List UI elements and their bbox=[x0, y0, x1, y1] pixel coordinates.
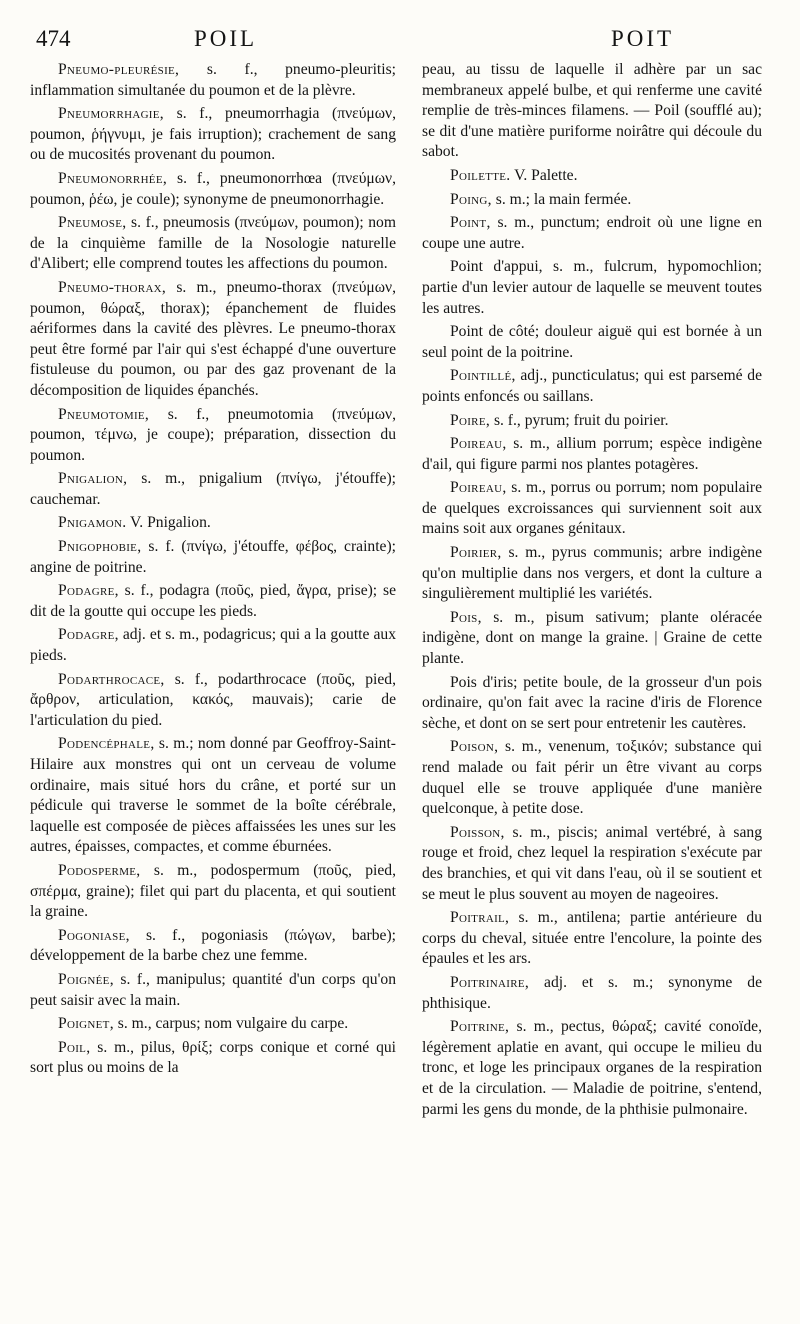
entry-headword: Pneumonorrhée, bbox=[58, 169, 168, 187]
dictionary-entry bbox=[30, 625, 396, 666]
entry-headword: Podagre, bbox=[58, 582, 119, 600]
entry-definition: s. m., piscis; animal vertébré, à sang rouge et froid, chez lequel la respiration s'exécute par des branchies, et qui vit dans l'eau, où il se soutient et se meut le plus souvent au moyen de nageoires. bbox=[422, 823, 762, 903]
entry-definition: s. m., punctum; endroit où une ligne en coupe une autre. bbox=[422, 214, 762, 252]
entry-headword: Poilette. bbox=[450, 166, 511, 184]
entry-headword: Pnigamon. bbox=[58, 514, 127, 532]
dictionary-entry bbox=[30, 1014, 396, 1035]
entry-headword: Pointillé, bbox=[450, 367, 516, 385]
dictionary-entry bbox=[422, 478, 762, 540]
entry-headword: Poignet, bbox=[58, 1015, 114, 1033]
entry-headword: Podarthrocace, bbox=[58, 670, 165, 688]
entry-definition: s. m.; la main fermée. bbox=[491, 190, 632, 208]
page-number: 474 bbox=[36, 26, 71, 51]
dictionary-entry bbox=[30, 513, 396, 534]
entry-definition: s. f., pneumonorrhœa (πνεύμων, poumon, ῥέω, je coule); synonyme de pneumonorrhagie. bbox=[30, 169, 396, 208]
dictionary-entry bbox=[30, 670, 396, 732]
entry-headword: Poignée, bbox=[58, 970, 114, 988]
entry-definition: s. f., podagra (ποῦς, pied, ἄγρα, prise); se dit de la goutte qui occupe les pieds. bbox=[30, 582, 396, 620]
entry-headword: Poitrail, bbox=[450, 909, 510, 927]
entry-definition: s. f., pneumo-pleuritis; inflammation simultanée du poumon et de la plèvre. bbox=[30, 61, 396, 99]
entry-headword: Poing, bbox=[450, 190, 492, 208]
entry-definition: s. f., podarthrocace (ποῦς, pied, ἄρθρον, articulation, κακός, mauvais); carie de l'articulation du pied. bbox=[30, 670, 396, 729]
entry-definition: s. m.; nom donné par Geoffroy-Saint-Hilaire aux monstres qui ont un cerveau de volume ordinaire, mais situé hors du crâne, et porté sur un pédicule qui traverse le sommet de la boîte cérébrale, laquelle est composée de pièces affaissées les unes sur les autres, épaisses, compactes, et comme éburnées. bbox=[30, 735, 396, 856]
entry-definition: s. m., pilus, θρίξ; corps conique et corné qui sort plus ou moins de la bbox=[30, 1038, 396, 1077]
entry-definition: s. m., pneumo-thorax (πνεύμων, poumon, θώραξ, thorax); épanchement de fluides aériformes dans la cavité des plèvres. Le pneumo-thorax peut être formé par l'air qui s'est échappé d'une ouverture fistuleuse du poumon, ou par des gaz provenant de la décomposition de liquides épanchés. bbox=[30, 278, 396, 399]
entry-definition: s. m., antilena; partie antérieure du corps du cheval, située entre l'encolure, la pointe des épaules et les ars. bbox=[422, 909, 762, 968]
entry-definition: adj. et s. m., podagricus; qui a la goutte aux pieds. bbox=[30, 626, 396, 665]
entry-headword: Poisson, bbox=[450, 823, 505, 841]
entry-headword: Poison, bbox=[450, 738, 499, 756]
dictionary-entry bbox=[30, 734, 396, 858]
dictionary-entry bbox=[422, 608, 762, 670]
dictionary-entry bbox=[422, 166, 762, 187]
entry-headword: Poitrine, bbox=[450, 1018, 510, 1036]
entry-definition: s. m., porrus ou porrum; nom populaire de quelques excroissances qui surviennent soit aux mains soit aux organes génitaux. bbox=[422, 479, 762, 538]
entry-definition: adj. et s. m.; synonyme de phthisique. bbox=[422, 973, 762, 1012]
left-column bbox=[30, 60, 396, 1082]
entry-headword: Pneumose, bbox=[58, 214, 127, 232]
dictionary-entry bbox=[422, 908, 762, 970]
entry-headword: Poitrinaire, bbox=[450, 973, 530, 991]
entry-definition: V. Palette. bbox=[510, 166, 578, 184]
entry-headword: Pneumorrhagie, bbox=[58, 105, 164, 123]
entry-definition: s. f., manipulus; quantité d'un corps qu'on peut saisir avec la main. bbox=[30, 970, 396, 1009]
entry-headword: Poirier, bbox=[450, 544, 502, 562]
dictionary-entry bbox=[422, 60, 762, 163]
dictionary-entry bbox=[422, 213, 762, 254]
entry-headword: Poil, bbox=[58, 1038, 91, 1056]
entry-headword: Poire, bbox=[450, 411, 491, 429]
entry-definition: s. m., pnigalium (πνίγω, j'étouffe); cauchemar. bbox=[30, 470, 396, 508]
dictionary-entry bbox=[30, 1038, 396, 1079]
dictionary-entry bbox=[422, 823, 762, 905]
dictionary-entry bbox=[422, 1017, 762, 1120]
entry-definition: s. f., pogoniasis (πώγων, barbe); développement de la barbe chez une femme. bbox=[30, 926, 396, 965]
dictionary-entry bbox=[30, 581, 396, 622]
entry-definition: adj., puncticulatus; qui est parsemé de points enfoncés ou saillans. bbox=[422, 367, 762, 405]
entry-definition: s. f., pneumosis (πνεύμων, poumon); nom de la cinquième famille de la Nosologie naturelle d'Alibert; elle comprend toutes les affections du poumon. bbox=[30, 214, 396, 273]
right-running-headword: POIT bbox=[611, 26, 675, 51]
dictionary-entry bbox=[422, 257, 762, 319]
dictionary-entry bbox=[30, 469, 396, 510]
entry-definition: s. m., pyrus communis; arbre indigène qu'on multiplie dans nos vergers, et dont la culture a singulièrement multiplié les variétés. bbox=[422, 544, 762, 603]
entry-headword: Podagre, bbox=[58, 626, 119, 644]
dictionary-entry bbox=[30, 537, 396, 578]
entry-definition: s. m., pectus, θώραξ; cavité conoïde, légèrement aplatie en avant, qui occupe le milieu du tronc, et loge les principaux organes de la respiration et de la circulation. — Maladie de poitrine, s'entend, parmi les gens du monde, de la phthisie pulmonaire. bbox=[422, 1018, 762, 1118]
dictionary-entry bbox=[30, 926, 396, 967]
dictionary-entry bbox=[30, 861, 396, 923]
dictionary-entry bbox=[30, 169, 396, 210]
entry-definition: s. f., pyrum; fruit du poirier. bbox=[490, 411, 669, 429]
entry-headword: Point, bbox=[450, 214, 491, 232]
entry-definition: Point de côté; douleur aiguë qui est bornée à un seul point de la poitrine. bbox=[422, 323, 762, 361]
right-column bbox=[422, 60, 762, 1123]
dictionary-entry bbox=[30, 405, 396, 467]
entry-definition: s. m., venenum, τοξικόν; substance qui rend malade ou fait périr un être vivant au corps duquel elle se trouve appliquée d'une manière quelconque, à petite dose. bbox=[422, 738, 762, 818]
dictionary-entry bbox=[422, 366, 762, 407]
entry-definition: s. m., podospermum (ποῦς, pied, σπέρμα, graine); filet qui part du placenta, et qui soutient la graine. bbox=[30, 861, 396, 921]
entry-headword: Podosperme, bbox=[58, 861, 141, 879]
entry-definition: peau, au tissu de laquelle il adhère par un sac membraneux appelé bulbe, et qui renferme une cavité remplie de très-minces filamens. — Poil (soufflé au); se dit d'une matière puriforme noirâtre qui découle du sabot. bbox=[422, 61, 762, 161]
entry-definition: s. f., pneumotomia (πνεύμων, poumon, τέμνω, je coupe); préparation, dissection du poumon. bbox=[30, 405, 396, 464]
entry-definition: s. f. (πνίγω, j'étouffe, φέβος, crainte); angine de poitrine. bbox=[30, 538, 396, 576]
dictionary-entry bbox=[422, 411, 762, 432]
dictionary-entry bbox=[422, 434, 762, 475]
left-running-headword: POIL bbox=[194, 26, 258, 51]
entry-headword: Pneumo-pleurésie, bbox=[58, 61, 180, 78]
entry-headword: Pnigalion, bbox=[58, 470, 128, 488]
entry-headword: Poireau, bbox=[450, 479, 507, 497]
entry-headword: Pogoniase, bbox=[58, 926, 130, 944]
dictionary-entry bbox=[422, 190, 762, 211]
dictionary-entry bbox=[30, 213, 396, 275]
dictionary-entry bbox=[422, 322, 762, 363]
dictionary-entry bbox=[422, 543, 762, 605]
entry-headword: Pneumotomie, bbox=[58, 405, 150, 423]
entry-headword: Pnigophobie, bbox=[58, 538, 142, 556]
entry-definition: s. m., carpus; nom vulgaire du carpe. bbox=[113, 1015, 349, 1033]
entry-definition: Pois d'iris; petite boule, de la grosseur d'un pois ordinaire, qu'on fait avec la racine d'iris de Florence sèche, et dont on se sert pour entretenir les cautères. bbox=[422, 673, 762, 732]
dictionary-entry bbox=[30, 970, 396, 1011]
dictionary-entry bbox=[30, 104, 396, 166]
entry-definition: s. m., allium porrum; espèce indigène d'ail, qui figure parmi nos plantes potagères. bbox=[422, 435, 762, 473]
entry-headword: Pneumo-thorax, bbox=[58, 278, 167, 296]
page-header bbox=[36, 26, 770, 58]
dictionary-entry bbox=[422, 737, 762, 819]
entry-definition: s. m., pisum sativum; plante oléracée indigène, dont on mange la graine. | Graine de cette plante. bbox=[422, 608, 762, 668]
entry-definition: s. f., pneumorrhagia (πνεύμων, poumon, ῥήγνυμι, je fais irruption); crachement de sang ou de mucosités provenant du poumon. bbox=[30, 105, 396, 164]
entry-headword: Podencéphale, bbox=[58, 735, 155, 753]
dictionary-entry bbox=[30, 278, 396, 402]
entry-definition: Point d'appui, s. m., fulcrum, hypomochlion; partie d'un levier autour de laquelle se meuvent toutes les autres. bbox=[422, 258, 762, 317]
dictionary-entry bbox=[422, 673, 762, 735]
entry-headword: Pois, bbox=[450, 608, 482, 626]
dictionary-entry bbox=[30, 60, 396, 101]
entry-headword: Poireau, bbox=[450, 435, 507, 453]
dictionary-entry bbox=[422, 973, 762, 1014]
entry-definition: V. Pnigalion. bbox=[126, 514, 211, 532]
